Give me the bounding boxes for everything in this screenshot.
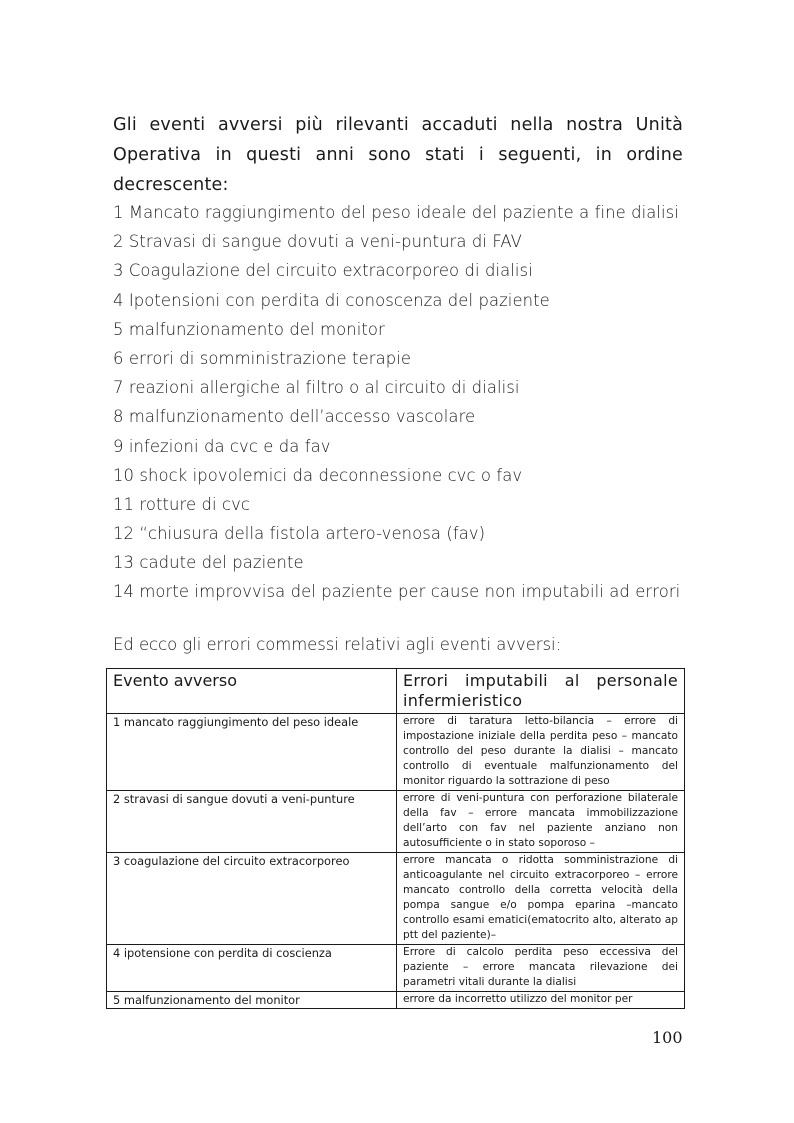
adverse-events-list (113, 198, 703, 607)
table-row (107, 853, 685, 945)
list-item: 9 infezioni da cvc e da fav (113, 436, 331, 456)
event-cell: 2 stravasi di sangue dovuti a veni-punture (107, 791, 397, 853)
list-item: 6 errori di somministrazione terapie (113, 348, 412, 368)
list-item: 13 cadute del paziente (113, 553, 304, 573)
table-row (107, 945, 685, 992)
table-row (107, 714, 685, 791)
header-errors: Errori imputabili al personale infermieristico (397, 669, 685, 714)
event-cell: 1 mancato raggiungimento del peso ideale (107, 714, 397, 791)
errors-cell: errore di taratura letto-bilancia – errore di impostazione iniziale della perdita peso – mancato controllo del peso durante la dialisi – mancato controllo di eventuale malfunzionamento del monitor riguardo la sottrazione di peso (397, 714, 685, 791)
page-number: 100 (652, 1028, 683, 1047)
list-item: 5 malfunzionamento del monitor (113, 319, 385, 339)
list-item: 4 Ipotensioni con perdita di conoscenza del paziente (113, 290, 550, 310)
event-cell: 4 ipotensione con perdita di coscienza (107, 945, 397, 992)
list-item: 14 morte improvvisa del paziente per cause non imputabili ad errori (113, 582, 681, 602)
table-intro: Ed ecco gli errori commessi relativi agli eventi avversi: (113, 635, 562, 654)
errors-cell: Errore di calcolo perdita peso eccessiva del paziente – errore mancata rilevazione dei parametri vitali durante la dialisi (397, 945, 685, 992)
event-cell: 3 coagulazione del circuito extracorporeo (107, 853, 397, 945)
list-item: 8 malfunzionamento dell’accesso vascolare (113, 407, 476, 427)
list-item: 1 Mancato raggiungimento del peso ideale del paziente a fine dialisi (113, 203, 679, 222)
errors-cell: errore mancata o ridotta somministrazione di anticoagulante nel circuito extracorporeo – errore mancato controllo della corretta velocità della pompa sangue e/o pompa eparina –mancato controllo esami ematici(ematocrito alto, alterato ap ptt del paziente)– (397, 853, 685, 945)
list-item: 7 reazioni allergiche al filtro o al circuito di dialisi (113, 378, 520, 398)
list-item: 12 “chiusura della fistola artero-venosa (fav) (113, 524, 486, 544)
list-item: 2 Stravasi di sangue dovuti a veni-puntura di FAV (113, 232, 522, 252)
table-row (107, 791, 685, 853)
event-cell: 5 malfunzionamento del monitor (107, 992, 397, 1009)
list-item: 3 Coagulazione del circuito extracorporeo di dialisi (113, 261, 533, 281)
list-item: 11 rotture di cvc (113, 494, 250, 514)
table-row (107, 992, 685, 1009)
list-item: 10 shock ipovolemici da deconnessione cvc o fav (113, 465, 523, 485)
intro-paragraph: Gli eventi avversi più rilevanti accaduti nella nostra Unità Operativa in questi anni sono stati i seguenti, in ordine decrescente: (113, 115, 683, 195)
header-event: Evento avverso (107, 669, 397, 714)
errors-table (106, 668, 685, 1009)
table-header-row (107, 669, 685, 714)
errors-cell: errore di veni-puntura con perforazione bilaterale della fav – errore mancata immobilizzazione dell’arto con fav nel paziente anziano non autosufficiente o in stato soporoso – (397, 791, 685, 853)
errors-cell: errore da incorretto utilizzo del monitor per (397, 992, 685, 1009)
